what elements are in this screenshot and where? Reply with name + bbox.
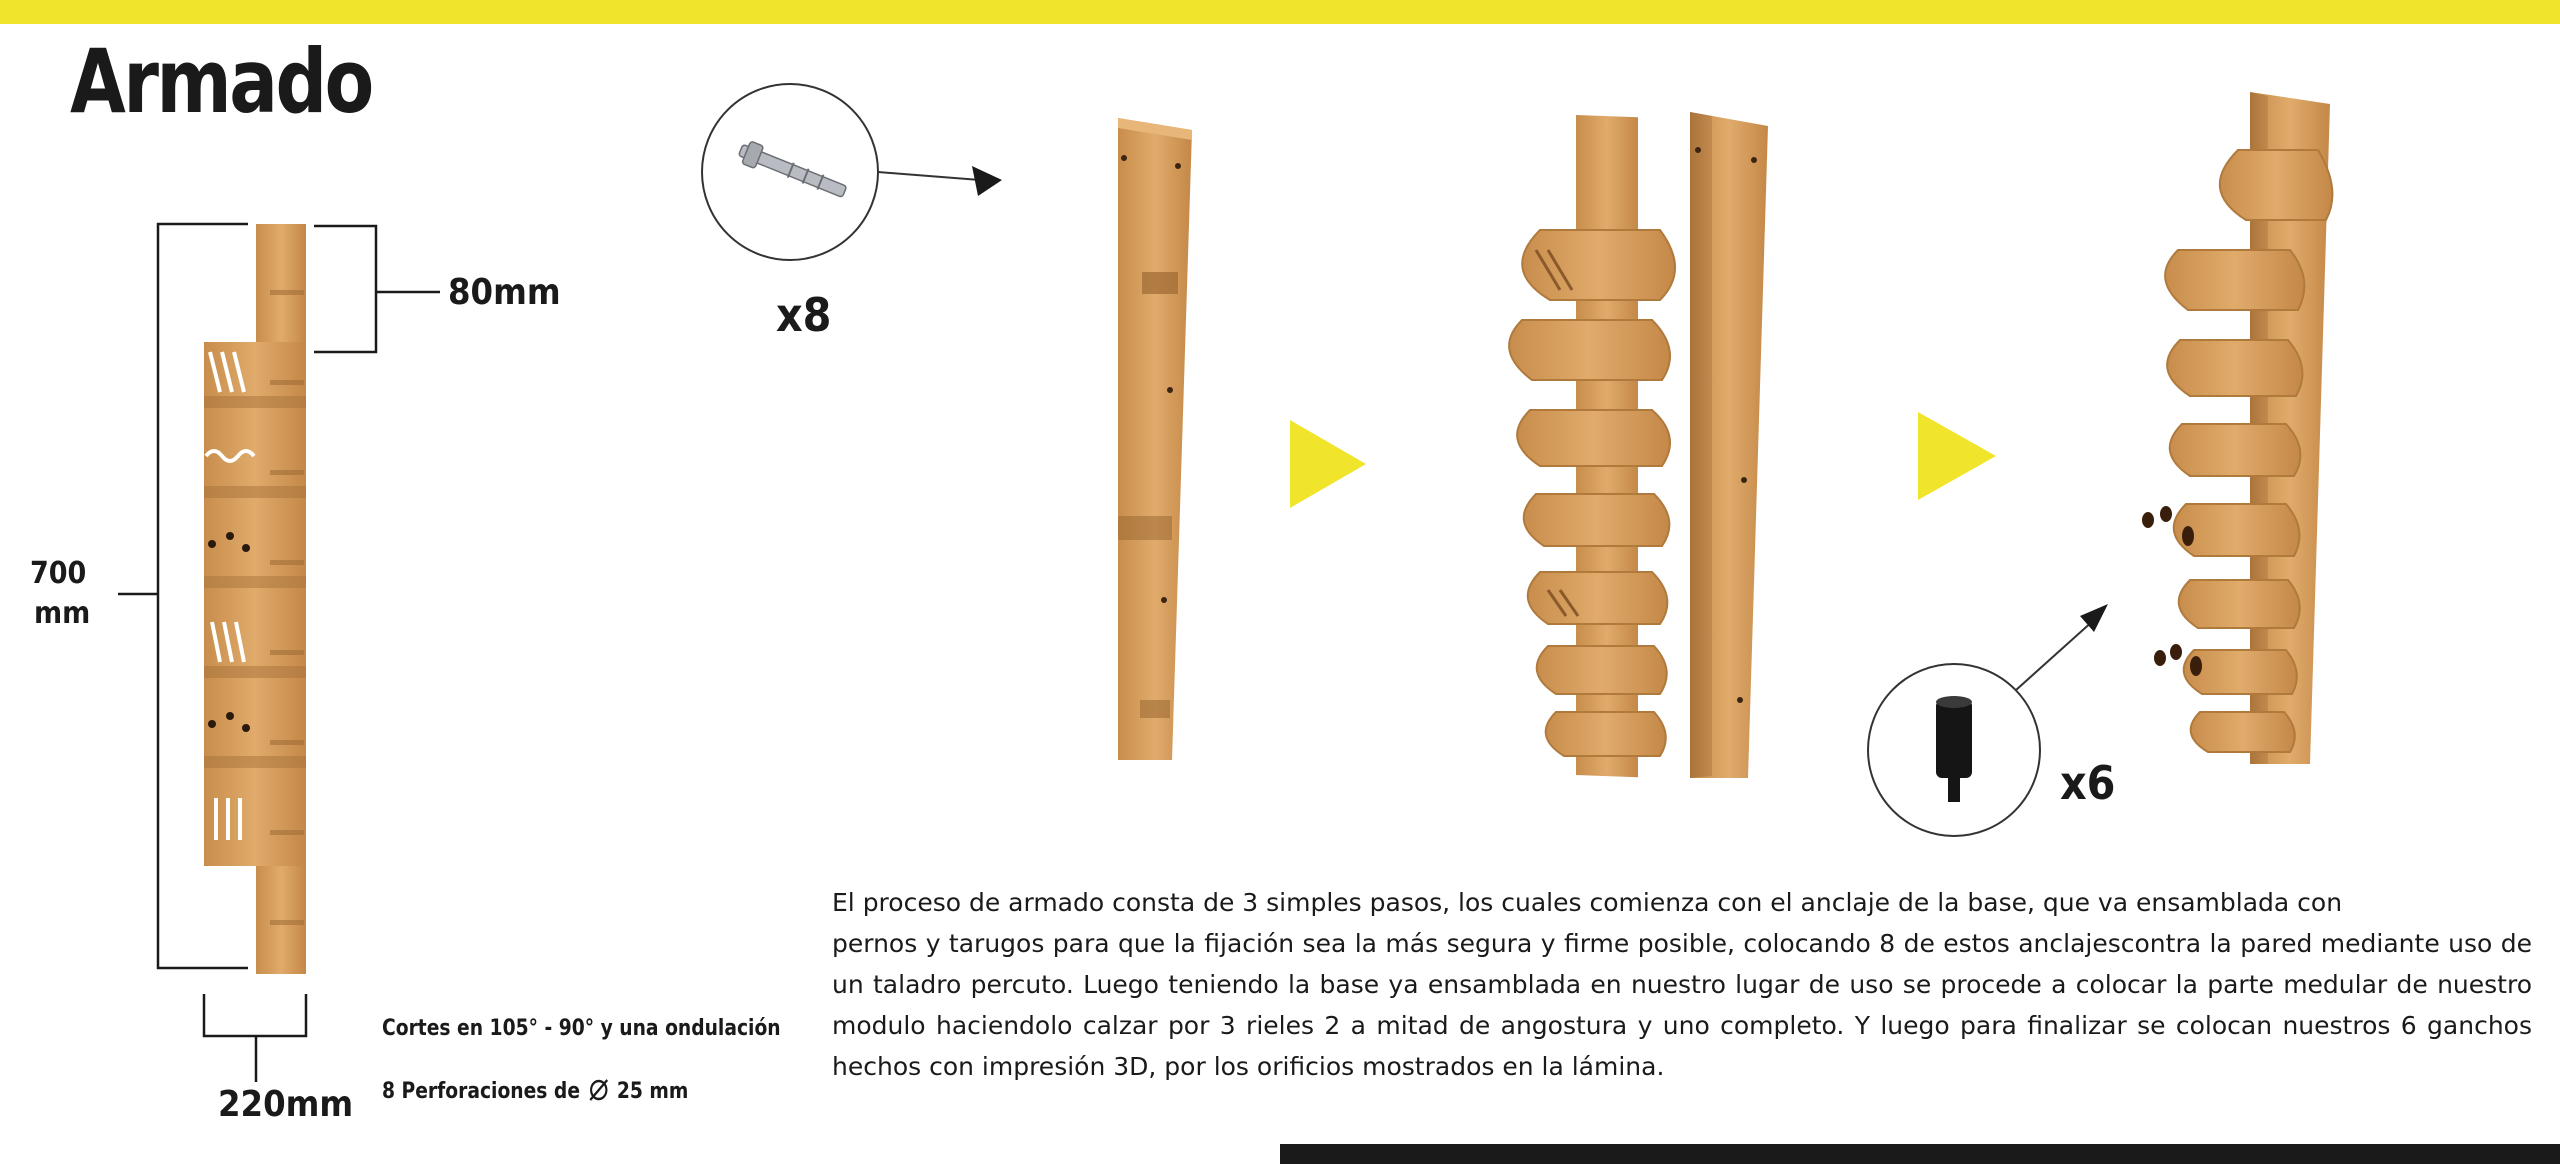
dimension-total-height-value: 700 xyxy=(30,556,87,591)
description-body: pernos y tarugos para que la fijación sea la más segura y firme posible, colocando 8 de estos anclajescontra la pared mediante uso de un taladro percuto. Luego teniendo la base ya ensamblada en nuestro lugar de uso se procede a colocar la parte medular de nuestro modulo haciendolo calzar por 3 rieles 2 a mitad de angostura y uno completo. Y luego para finalizar se colocan nuestros 6 ganchos hechos con impresión 3D, por los orificios mostrados en la lámina. xyxy=(832,929,2532,1081)
diameter-icon xyxy=(587,1078,611,1102)
dimension-total-height-unit: mm xyxy=(34,596,91,631)
page-title: Armado xyxy=(70,30,372,133)
step-arrow-2 xyxy=(1918,412,1996,500)
assembled-module xyxy=(2142,92,2332,764)
screw-count: x8 xyxy=(776,288,832,342)
exploded-module xyxy=(1509,112,1768,778)
hook-count: x6 xyxy=(2060,756,2116,810)
description-line-1: El proceso de armado consta de 3 simples pasos, los cuales comienza con el anclaje de la base, que va ensamblada con xyxy=(832,888,2343,917)
perforations-suffix: 25 mm xyxy=(616,1079,689,1104)
base-rail xyxy=(1118,118,1192,760)
perforations-note xyxy=(382,1078,688,1104)
dimension-top-height: 80mm xyxy=(448,272,561,313)
dimension-width: 220mm xyxy=(218,1084,354,1125)
screw-icon xyxy=(702,84,1002,260)
step-arrow-1 xyxy=(1290,420,1366,508)
description-paragraph xyxy=(832,882,2532,1087)
perforations-prefix: 8 Perforaciones de xyxy=(382,1079,581,1104)
cuts-note: Cortes en 105° - 90° y una ondulación xyxy=(382,1016,781,1041)
module-elevation xyxy=(118,224,440,1082)
